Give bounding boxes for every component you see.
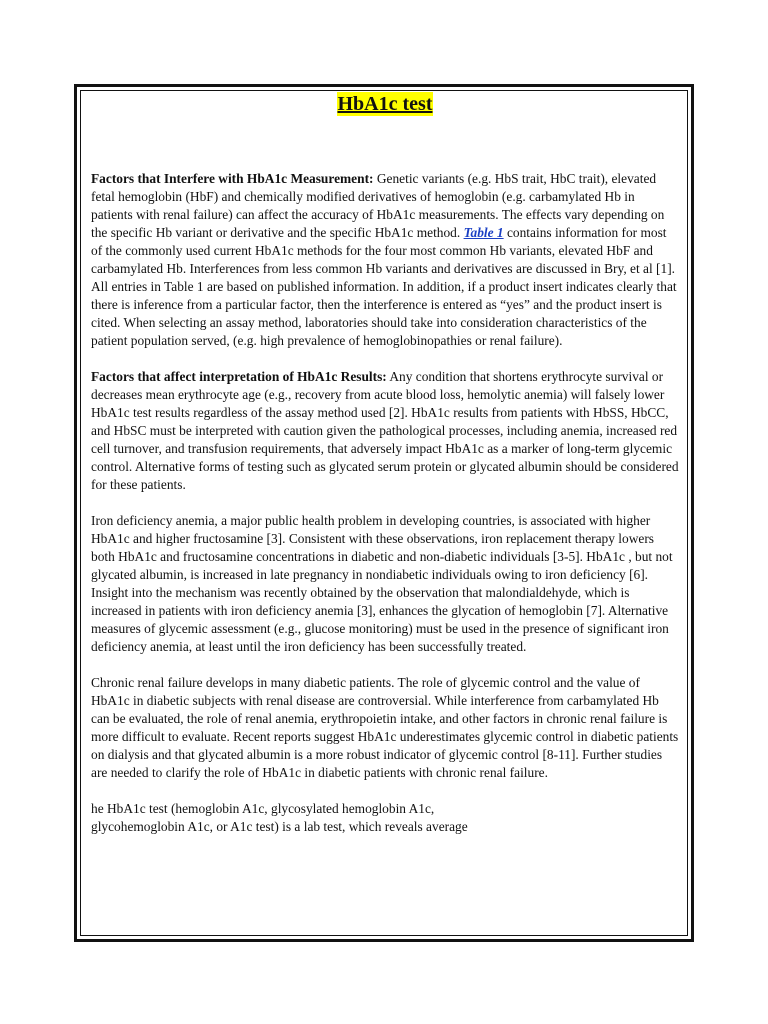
interference-text-b: contains information for most of the commonly used current HbA1c methods for the four most common Hb variants, elevated HbF and carbamylated Hb. Interferences from less common Hb variants and derivatives are discussed in Bry, et al [1]. All entries in Table 1 are based on published information. In addition, if a product insert indicates clearly that there is inference from a particular factor, then the interference is entered as “yes” and the product insert is cited. When selecting an assay method, laboratories should take into consideration characteristics of the patient population served, (e.g. high prevalence of hemoglobinopathies or renal failure). — [91, 225, 677, 348]
interpretation-heading: Factors that affect interpretation of HbA1c Results: — [91, 369, 387, 384]
paragraph-interpretation — [91, 368, 679, 494]
definition-line-2: glycohemoglobin A1c, or A1c test) is a lab test, which reveals average — [91, 819, 468, 834]
interference-text-a: Genetic variants (e.g. HbS trait, HbC trait), elevated fetal hemoglobin (HbF) and chemically modified derivatives of hemoglobin (e.g. carbamylated Hb in patients with renal failure) can affect the accuracy of HbA1c measurements. The effects vary depending on the specific Hb variant or derivative and the specific HbA1c method. — [91, 171, 665, 240]
document-body — [91, 92, 679, 836]
paragraph-definition — [91, 800, 679, 836]
title-container — [91, 92, 679, 120]
page-title: HbA1c test — [337, 93, 433, 115]
paragraph-renal-failure: Chronic renal failure develops in many diabetic patients. The role of glycemic control and the value of HbA1c in diabetic subjects with renal disease are controversial. While interference from carbamylated Hb can be evaluated, the role of renal anemia, erythropoietin intake, and other factors in chronic renal failure is more difficult to evaluate. Recent reports suggest HbA1c underestimates glycemic control in diabetic patients on dialysis and that glycated albumin is a more robust indicator of glycemic control [8-11]. Further studies are needed to clarify the role of HbA1c in diabetic patients with chronic renal failure. — [91, 675, 679, 780]
table-1-link[interactable]: Table 1 — [463, 225, 504, 240]
paragraph-interference — [91, 170, 679, 350]
interference-heading: Factors that Interfere with HbA1c Measurement: — [91, 171, 374, 186]
interpretation-text: Any condition that shortens erythrocyte survival or decreases mean erythrocyte age (e.g., recovery from acute blood loss, hemolytic anemia) will falsely lower HbA1c test results regardless of the assay method used [2]. HbA1c results from patients with HbSS, HbCC, and HbSC must be interpreted with caution given the pathological processes, including anemia, increased red cell turnover, and transfusion requirements, that adversely impact HbA1c as a marker of long-term glycemic control. Alternative forms of testing such as glycated serum protein or glycated albumin should be considered for these patients. — [91, 369, 679, 492]
definition-line-1: he HbA1c test (hemoglobin A1c, glycosylated hemoglobin A1c, — [91, 801, 435, 816]
paragraph-iron-deficiency: Iron deficiency anemia, a major public health problem in developing countries, is associated with higher HbA1c and higher fructosamine [3]. Consistent with these observations, iron replacement therapy lowers both HbA1c and fructosamine concentrations in diabetic and non-diabetic individuals [3-5]. HbA1c , but not glycated albumin, is increased in late pregnancy in nondiabetic individuals owing to iron deficiency [6]. Insight into the mechanism was recently obtained by the observation that malondialdehyde, which is increased in patients with iron deficiency anemia [3], enhances the glycation of hemoglobin [7]. Alternative measures of glycemic assessment (e.g., glucose monitoring) must be used in the presence of significant iron deficiency anemia, at least until the iron deficiency has been successfully treated. — [91, 513, 673, 654]
